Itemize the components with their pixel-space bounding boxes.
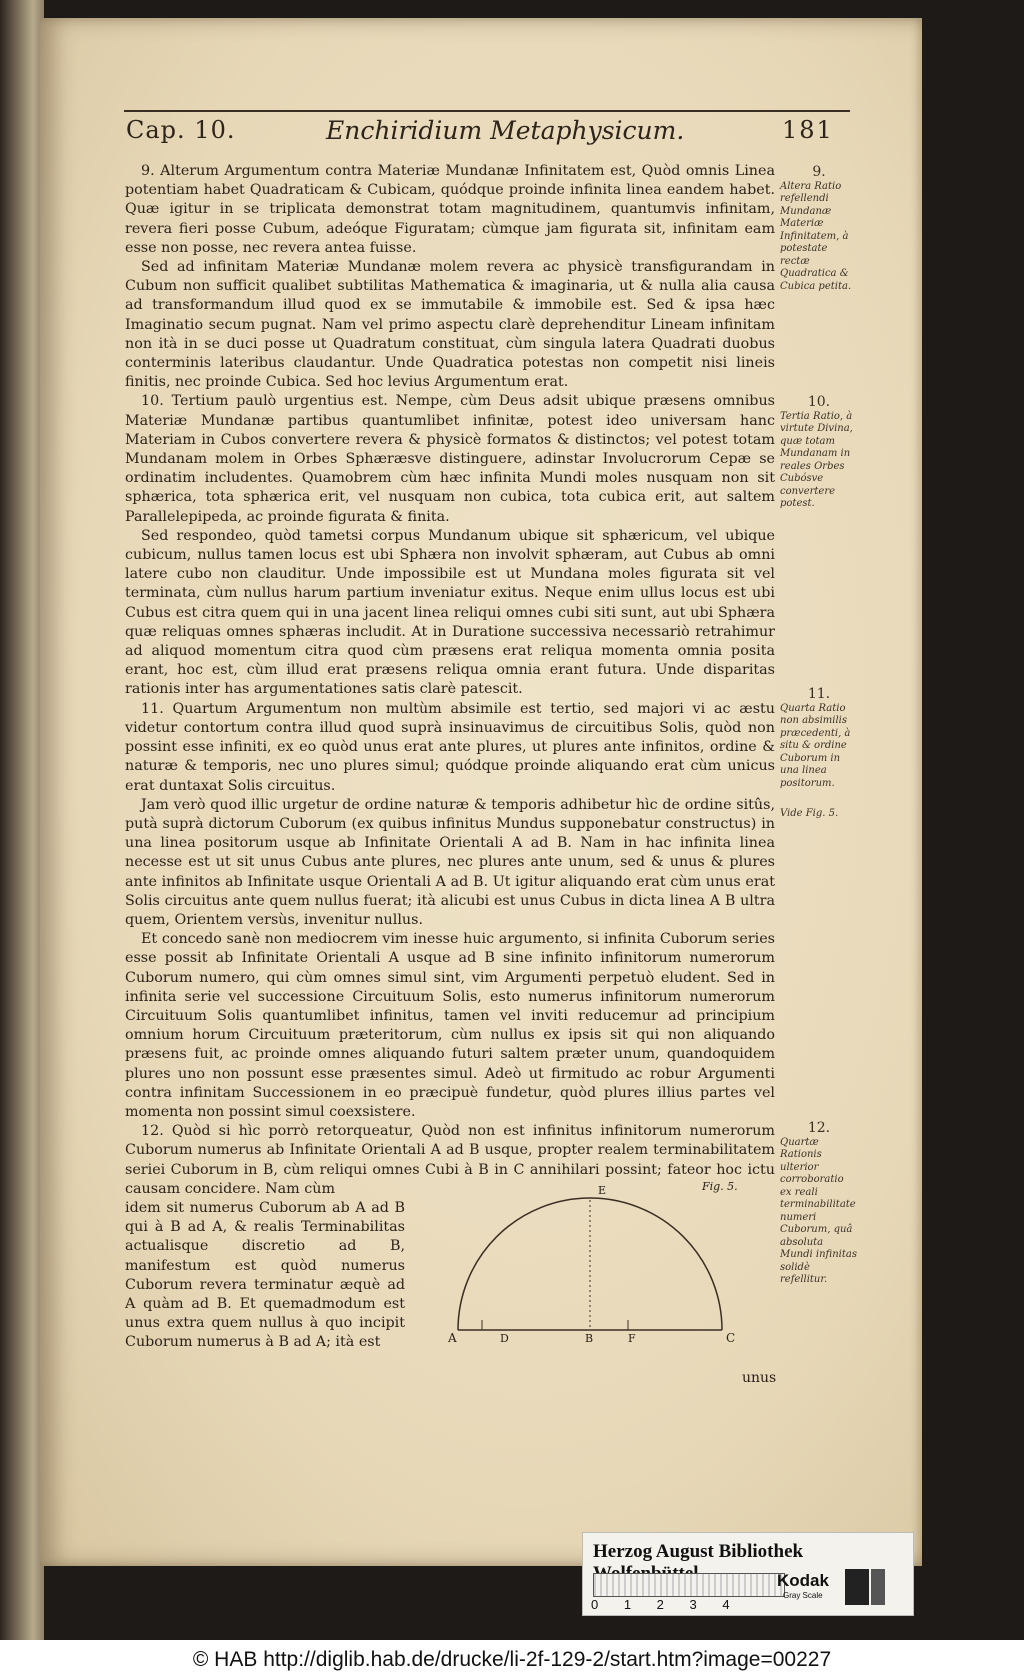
ruler-numbers: 0 1 2 3 4 <box>591 1597 730 1612</box>
running-title: Enchiridium Metaphysicum. <box>326 116 685 145</box>
margin-note-11 <box>780 688 858 790</box>
paragraph: 12. Quòd si hìc porrò retorqueatur, Quòd non est infinitus infinitorum numerorum Cuborum numerus ab Infinitate Orientali A ad B usque, propter realem terminabilitatem seriei Cuborum in B, cùm reliqui omnes Cubi à B in C annihilari possint; fateor hoc ictu causam concidere. Nam cùm <box>125 1123 775 1197</box>
paragraph: 10. Tertium paulò urgentius est. Nempe, cùm Deus adsit ubique præsens omnibus Materiæ Mundanæ partibus quantumlibet infinitæ, potest ideo universam hanc Materiam in Cubos convertere revera & physicè formatos & distinctos; vel potest totam Mundanam molem in Orbes Sphæræsve distinguere, adinstar Involucrorum Cepæ se ordinatim includentes. Quamobrem cùm hæc infinita Mundi moles nusquam non sit sphærica, tota sphærica erit, vel nusquam non cubica, tota cubica erit, aut saltem Parallelepipeda, ac proinde figurata & finita. <box>125 393 775 525</box>
point-label-c: C <box>726 1331 736 1345</box>
book-binding-edge <box>0 0 44 1640</box>
paragraph: 9. Alterum Argumentum contra Materiæ Mundanæ Infinitatem est, Quòd omnis Linea potentiam habet Quadraticam & Cubicam, quódque proinde infinita linea eandem habet. Quæ igitur in se triplicata demonstrat totam magnitudinem, quantumvis infinitam, revera fieri posse Cubum, adeóque Figuratam; cùmque jam figurata sit, infinitam eam esse non posse, nec revera antea fuisse. <box>125 163 775 256</box>
paragraph: Et concedo sanè non mediocrem vim inesse huic argumento, si infinita Cuborum series esse possit ab Infinitate Orientali A usque ad B sine infinito infinitorum numerorum Cuborum numero, qui cùm omnes simul sint, vim Argumenti perpetuò eludent. Sed in infinita serie vel successione Circuituum Solis, esto numerus infinitorum numerorum Circuituum Solis quantumlibet infinitus, tamen vel inviti reducemur ad principium omnium horum Circuituum præteritorum, cùm nullus ex ipsis sit qui non aliquando præsens fuit, ac proinde omnes aliquando futuri saltem præter unum, quandoquidem plures uno non possunt esse præsentes simul. Adeò ut firmitudo ac robur Argumenti contra infinitam Successionem in eo præcipuè fundetur, quòd plures illius partes vel momenta non possint simul coexsistere. <box>125 931 775 1120</box>
gray-patch-dark <box>845 1569 869 1605</box>
margin-note-text: Quarta Ratio non absimilis præcedenti, à situ & ordine Cuborum in una linea positorum. <box>780 702 851 789</box>
point-label-b: B <box>585 1332 594 1345</box>
figure-side-paragraph: idem sit numerus Cuborum ab A ad B qui à B ad A, & realis Terminabilitas actualisque discretio ad B, manifestum est quòd numerus Cuborum revera terminatur æquè ad A quàm ad B. Et quemadmodum est unus extra quem nullus à quo incipit Cuborum numerus à B ad A; ità est <box>125 1199 405 1351</box>
chapter-label: Cap. 10. <box>126 116 236 144</box>
gray-patch-mid <box>871 1569 885 1605</box>
margin-note-number: 10. <box>807 394 831 410</box>
margin-note-text: Tertia Ratio, à virtute Divina, quæ totam Mundanam in reales Orbes Cubósve convertere potest. <box>780 410 853 509</box>
margin-note-12 <box>780 1122 858 1287</box>
margin-note-9 <box>780 166 858 293</box>
margin-note-figure-ref <box>780 808 858 821</box>
point-label-d: D <box>500 1332 509 1345</box>
header-rule <box>124 110 850 112</box>
color-calibration-card <box>582 1532 914 1616</box>
point-label-e: E <box>598 1184 607 1197</box>
library-name: Herzog August Bibliothek <box>593 1541 804 1562</box>
ruler-scale <box>593 1573 785 1597</box>
page-number: 181 <box>782 116 834 144</box>
gray-scale-label: Gray Scale <box>783 1591 823 1600</box>
margin-note-number: 9. <box>812 164 826 180</box>
margin-note-10 <box>780 396 858 511</box>
catchword: unus <box>742 1370 777 1386</box>
margin-note-number: 12. <box>807 1120 831 1136</box>
paragraph: Jam verò quod illic urgetur de ordine naturæ & temporis adhibetur hìc de ordine sitûs, putà suprà dictorum Cuborum (ex quibus infinitus Mundus supponebatur constructus) in una linea positorum usque ab Infinitate Orientali A ad B. Nam in hac infinita linea necesse est ut sit unus Cubus ante plures, nec plures ante unum, sed & unus & plures ante infinitos ab Infinitate usque Orientali A ad B. Ut igitur aliquando erat cùm unus erat Solis circuitus ante quem nullus fuerat; ità alicubi est unus Cubus in dicta linea A B ultra quem, Orientem versùs, invenitur nullus. <box>125 796 775 928</box>
point-label-f: F <box>628 1332 636 1345</box>
paragraph: 11. Quartum Argumentum non multùm absimile est tertio, sed majori vi ac æstu videtur contortum contra illud quod suprà insinuavimus de circuitibus Solis, quòd non possint esse infiniti, ex eo quòd unus erat ante plures, ut plures ante infinitos, ordine & naturæ & temporis, nec uno plures simul; quódque proinde aliquando erat cùm unicus erat duntaxat Solis circuitus. <box>125 700 775 794</box>
point-label-a: A <box>448 1331 457 1345</box>
copyright-footer: © HAB http://diglib.hab.de/drucke/li-2f-129-2/start.htm?image=00227 <box>0 1640 1024 1680</box>
book-page <box>40 18 922 1566</box>
paragraph: Sed respondeo, quòd tametsi corpus Mundanum ubique sit sphæricum, vel ubique cubicum, nullus tamen locus est ubi Sphæra non involvit sphæram, aut Cubus ab omni latere cubo non clauditur. Unde impossibile est ut Mundana moles figurata sit vel terminata, cùm nullus harum partium inveniatur exitus. Neque enim ullus locus est ubi Cubus est citra quem qui in una jacent linea reliqui omnes cubi siti sunt, aut ubi Sphæra quæ reliquas omnes sphæras includit. At in Duratione successiva necessariò retrahimur ad aliquod momentum citra quod cùm præsens erat reliqua momenta omnia posita erant, hoc est, cùm illud erat præsens reliqua omnia erant futura. Unde disparitas rationis inter has argumentationes satis clarè patescit. <box>125 527 775 698</box>
margin-note-text: Altera Ratio refellendi Mundanæ Materiæ Infinitatem, à potestate rectæ Quadratica & Cubica petita. <box>780 180 852 292</box>
paragraph: Sed ad infinitam Materiæ Mundanæ molem revera ac physicè transfigurandam in Cubum non sufficit qualibet subtilitas Mathematica & imaginaria, ut & nulla alia causa ad transformandum illud quod ex se immutabile & immobile est. Sed & ipsa hæc Imaginatio secum pugnat. Nam vel primo aspectu clarè deprehenditur Lineam infinitam non ità in se duci posse ut Quadratum constituat, cùm singula latera Quadrati duobus conterminis lateribus claudantur. Unde Quadratica potestas non competit nisi lineis finitis, nec proinde Cubica. Sed hoc levius Argumentum erat. <box>125 259 775 391</box>
figure-label: Fig. 5. <box>702 1180 738 1193</box>
kodak-brand: Kodak <box>777 1571 829 1590</box>
figure-5-semicircle <box>430 1170 750 1360</box>
margin-note-number: 11. <box>807 686 831 702</box>
margin-note-text: Vide Fig. 5. <box>780 808 839 819</box>
margin-note-text: Quartæ Rationis ulterior corroboratio ex reali terminabilitate numeri Cuborum, quâ absoluta Mundi infinitas solidè refellitur. <box>780 1136 857 1285</box>
